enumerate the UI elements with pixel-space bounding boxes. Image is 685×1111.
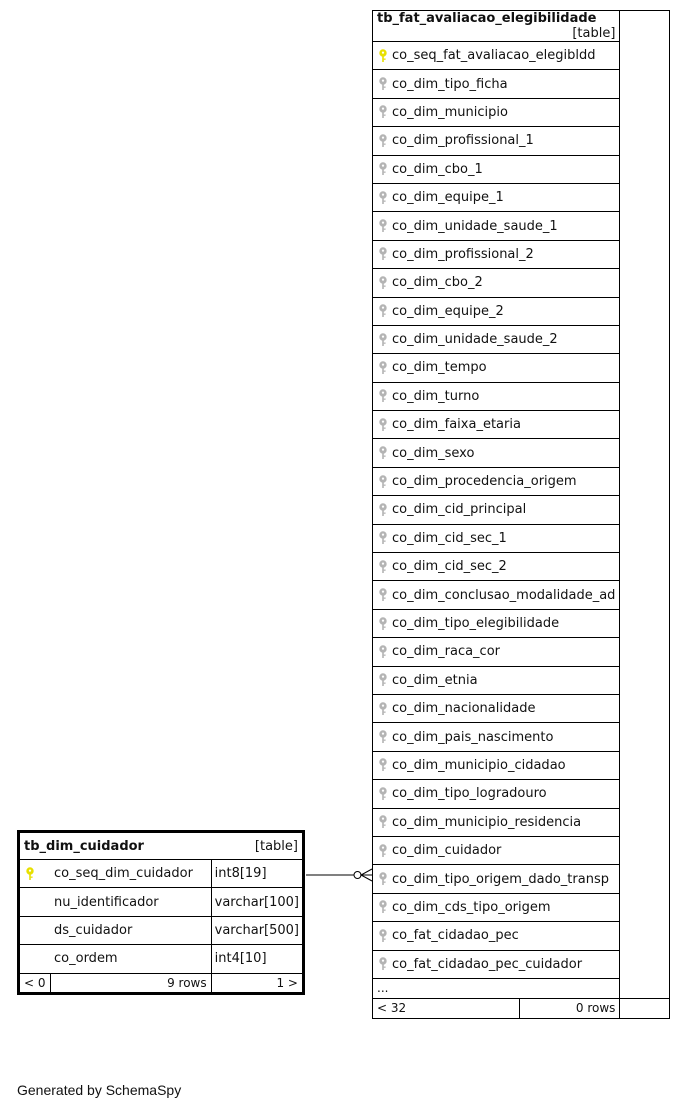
column-type: varchar[500] xyxy=(214,922,299,938)
foreign-key-icon xyxy=(378,617,388,631)
column-row xyxy=(373,893,670,921)
foreign-key-icon xyxy=(378,105,388,119)
column-name: co_ordem xyxy=(54,951,118,967)
foreign-key-icon xyxy=(378,446,388,460)
column-row xyxy=(373,269,670,297)
foreign-key-icon xyxy=(378,389,388,403)
column-row xyxy=(373,553,670,581)
column-name: co_dim_cid_sec_1 xyxy=(392,530,507,546)
column-row xyxy=(373,808,670,836)
foreign-key-icon xyxy=(378,531,388,545)
row-count: 9 rows xyxy=(167,975,207,990)
foreign-key-icon xyxy=(378,333,388,347)
column-row xyxy=(373,240,670,268)
column-name: co_seq_fat_avaliacao_elegibldd xyxy=(392,48,596,64)
table-footer xyxy=(19,973,304,993)
column-name: co_dim_profissional_1 xyxy=(392,133,534,149)
column-row xyxy=(373,694,670,722)
column-row xyxy=(373,212,670,240)
column-name: co_dim_equipe_1 xyxy=(392,190,504,206)
column-type: int8[19] xyxy=(214,866,267,882)
foreign-key-icon xyxy=(378,560,388,574)
column-name: co_dim_procedencia_origem xyxy=(392,474,577,490)
generated-by-label: Generated by SchemaSpy xyxy=(17,1082,182,1098)
foreign-key-icon xyxy=(378,702,388,716)
fact-table xyxy=(372,10,670,1019)
column-name: co_dim_unidade_saude_2 xyxy=(392,332,558,348)
column-name: co_dim_tipo_origem_dado_transp xyxy=(392,871,609,887)
foreign-key-icon xyxy=(378,134,388,148)
foreign-key-icon xyxy=(378,730,388,744)
child-count: 1 > xyxy=(276,975,298,990)
column-name: co_dim_equipe_2 xyxy=(392,303,504,319)
column-name: co_dim_pais_nascimento xyxy=(392,729,554,745)
column-row xyxy=(373,42,670,70)
column-row xyxy=(19,945,304,973)
row-count: 0 rows xyxy=(575,1001,616,1016)
column-row xyxy=(373,836,670,864)
primary-key-icon xyxy=(25,867,50,881)
column-row xyxy=(373,183,670,211)
crowsfoot-marker xyxy=(361,869,372,881)
column-row xyxy=(373,751,670,779)
column-name: co_dim_faixa_etaria xyxy=(392,417,521,433)
parent-count: < 0 xyxy=(24,975,46,990)
column-name: co_dim_tempo xyxy=(392,360,487,376)
zero-cardinality-marker xyxy=(354,872,361,879)
column-row xyxy=(373,155,670,183)
column-row xyxy=(373,666,670,694)
column-row xyxy=(373,382,670,410)
foreign-key-icon xyxy=(378,588,388,602)
column-row xyxy=(373,411,670,439)
foreign-key-icon xyxy=(378,304,388,318)
column-row xyxy=(373,98,670,126)
column-row xyxy=(373,467,670,495)
foreign-key-icon xyxy=(378,361,388,375)
foreign-key-icon xyxy=(378,758,388,772)
foreign-key-icon xyxy=(378,247,388,261)
column-row xyxy=(373,950,670,978)
column-name: co_dim_tipo_ficha xyxy=(392,76,508,92)
column-name: co_dim_cbo_2 xyxy=(392,275,483,291)
foreign-key-icon xyxy=(378,815,388,829)
column-row xyxy=(19,916,304,944)
parent-count: < 32 xyxy=(377,1001,407,1016)
column-row xyxy=(373,496,670,524)
column-type: varchar[100] xyxy=(214,894,299,910)
column-row xyxy=(373,922,670,950)
foreign-key-icon xyxy=(378,787,388,801)
table-footer xyxy=(373,998,670,1018)
foreign-key-icon xyxy=(378,900,388,914)
column-name: ds_cuidador xyxy=(54,922,133,938)
column-row xyxy=(373,439,670,467)
column-name: co_fat_cidadao_pec xyxy=(392,928,519,944)
column-row xyxy=(19,888,304,916)
foreign-key-icon xyxy=(378,844,388,858)
table-header xyxy=(373,11,670,42)
column-row xyxy=(373,325,670,353)
column-row xyxy=(373,581,670,609)
column-name: co_dim_etnia xyxy=(392,672,478,688)
column-row xyxy=(373,70,670,98)
foreign-key-icon xyxy=(378,957,388,971)
column-type: int4[10] xyxy=(214,951,267,967)
column-name: co_dim_cuidador xyxy=(392,843,502,859)
foreign-key-icon xyxy=(378,673,388,687)
column-name: co_dim_municipio xyxy=(392,104,508,120)
column-name: co_fat_cidadao_pec_cuidador xyxy=(392,956,583,972)
column-row xyxy=(19,860,304,888)
column-name: co_dim_sexo xyxy=(392,445,475,461)
column-name: nu_identificador xyxy=(54,894,159,910)
foreign-key-icon xyxy=(378,503,388,517)
column-name: co_seq_dim_cuidador xyxy=(54,866,193,882)
table-header xyxy=(19,832,304,860)
foreign-key-icon xyxy=(378,645,388,659)
foreign-key-icon xyxy=(378,929,388,943)
column-row xyxy=(373,609,670,637)
column-name: co_dim_tipo_logradouro xyxy=(392,786,547,802)
foreign-key-icon xyxy=(378,162,388,176)
column-name: co_dim_cid_principal xyxy=(392,502,527,518)
column-name: co_dim_tipo_elegibilidade xyxy=(392,616,560,631)
column-name: co_dim_cds_tipo_origem xyxy=(392,899,551,915)
column-row xyxy=(373,354,670,382)
more-columns-row xyxy=(373,978,670,998)
foreign-key-icon xyxy=(378,418,388,432)
column-name: co_dim_turno xyxy=(392,388,480,404)
foreign-key-icon xyxy=(378,77,388,91)
column-name: co_dim_cid_sec_2 xyxy=(392,559,507,575)
foreign-key-icon xyxy=(378,191,388,205)
foreign-key-icon xyxy=(378,276,388,290)
column-name: co_dim_nacionalidade xyxy=(392,701,536,717)
column-name: co_dim_municipio_cidadao xyxy=(392,757,566,773)
column-row xyxy=(373,127,670,155)
table-name: tb_dim_cuidador xyxy=(24,838,144,854)
column-name: co_dim_conclusao_modalidade_ad xyxy=(392,587,616,603)
column-row xyxy=(373,723,670,751)
column-name: co_dim_profissional_2 xyxy=(392,246,534,262)
column-row xyxy=(373,780,670,808)
column-row xyxy=(373,865,670,893)
table-type-tag: [table] xyxy=(254,838,298,854)
column-row xyxy=(373,638,670,666)
foreign-key-icon xyxy=(378,219,388,233)
column-row xyxy=(373,297,670,325)
column-name: co_dim_municipio_residencia xyxy=(392,814,582,830)
foreign-key-icon xyxy=(378,872,388,886)
foreign-key-icon xyxy=(378,475,388,489)
column-name: co_dim_unidade_saude_1 xyxy=(392,218,558,234)
ellipsis: ... xyxy=(377,981,389,996)
primary-key-icon xyxy=(378,49,388,63)
column-name: co_dim_cbo_1 xyxy=(392,161,483,177)
column-row xyxy=(373,524,670,552)
table-name: tb_fat_avaliacao_elegibilidade xyxy=(377,11,597,26)
dim-cuidador-table xyxy=(17,830,305,995)
column-name: co_dim_raca_cor xyxy=(392,644,500,660)
table-type-tag: [table] xyxy=(572,26,616,41)
